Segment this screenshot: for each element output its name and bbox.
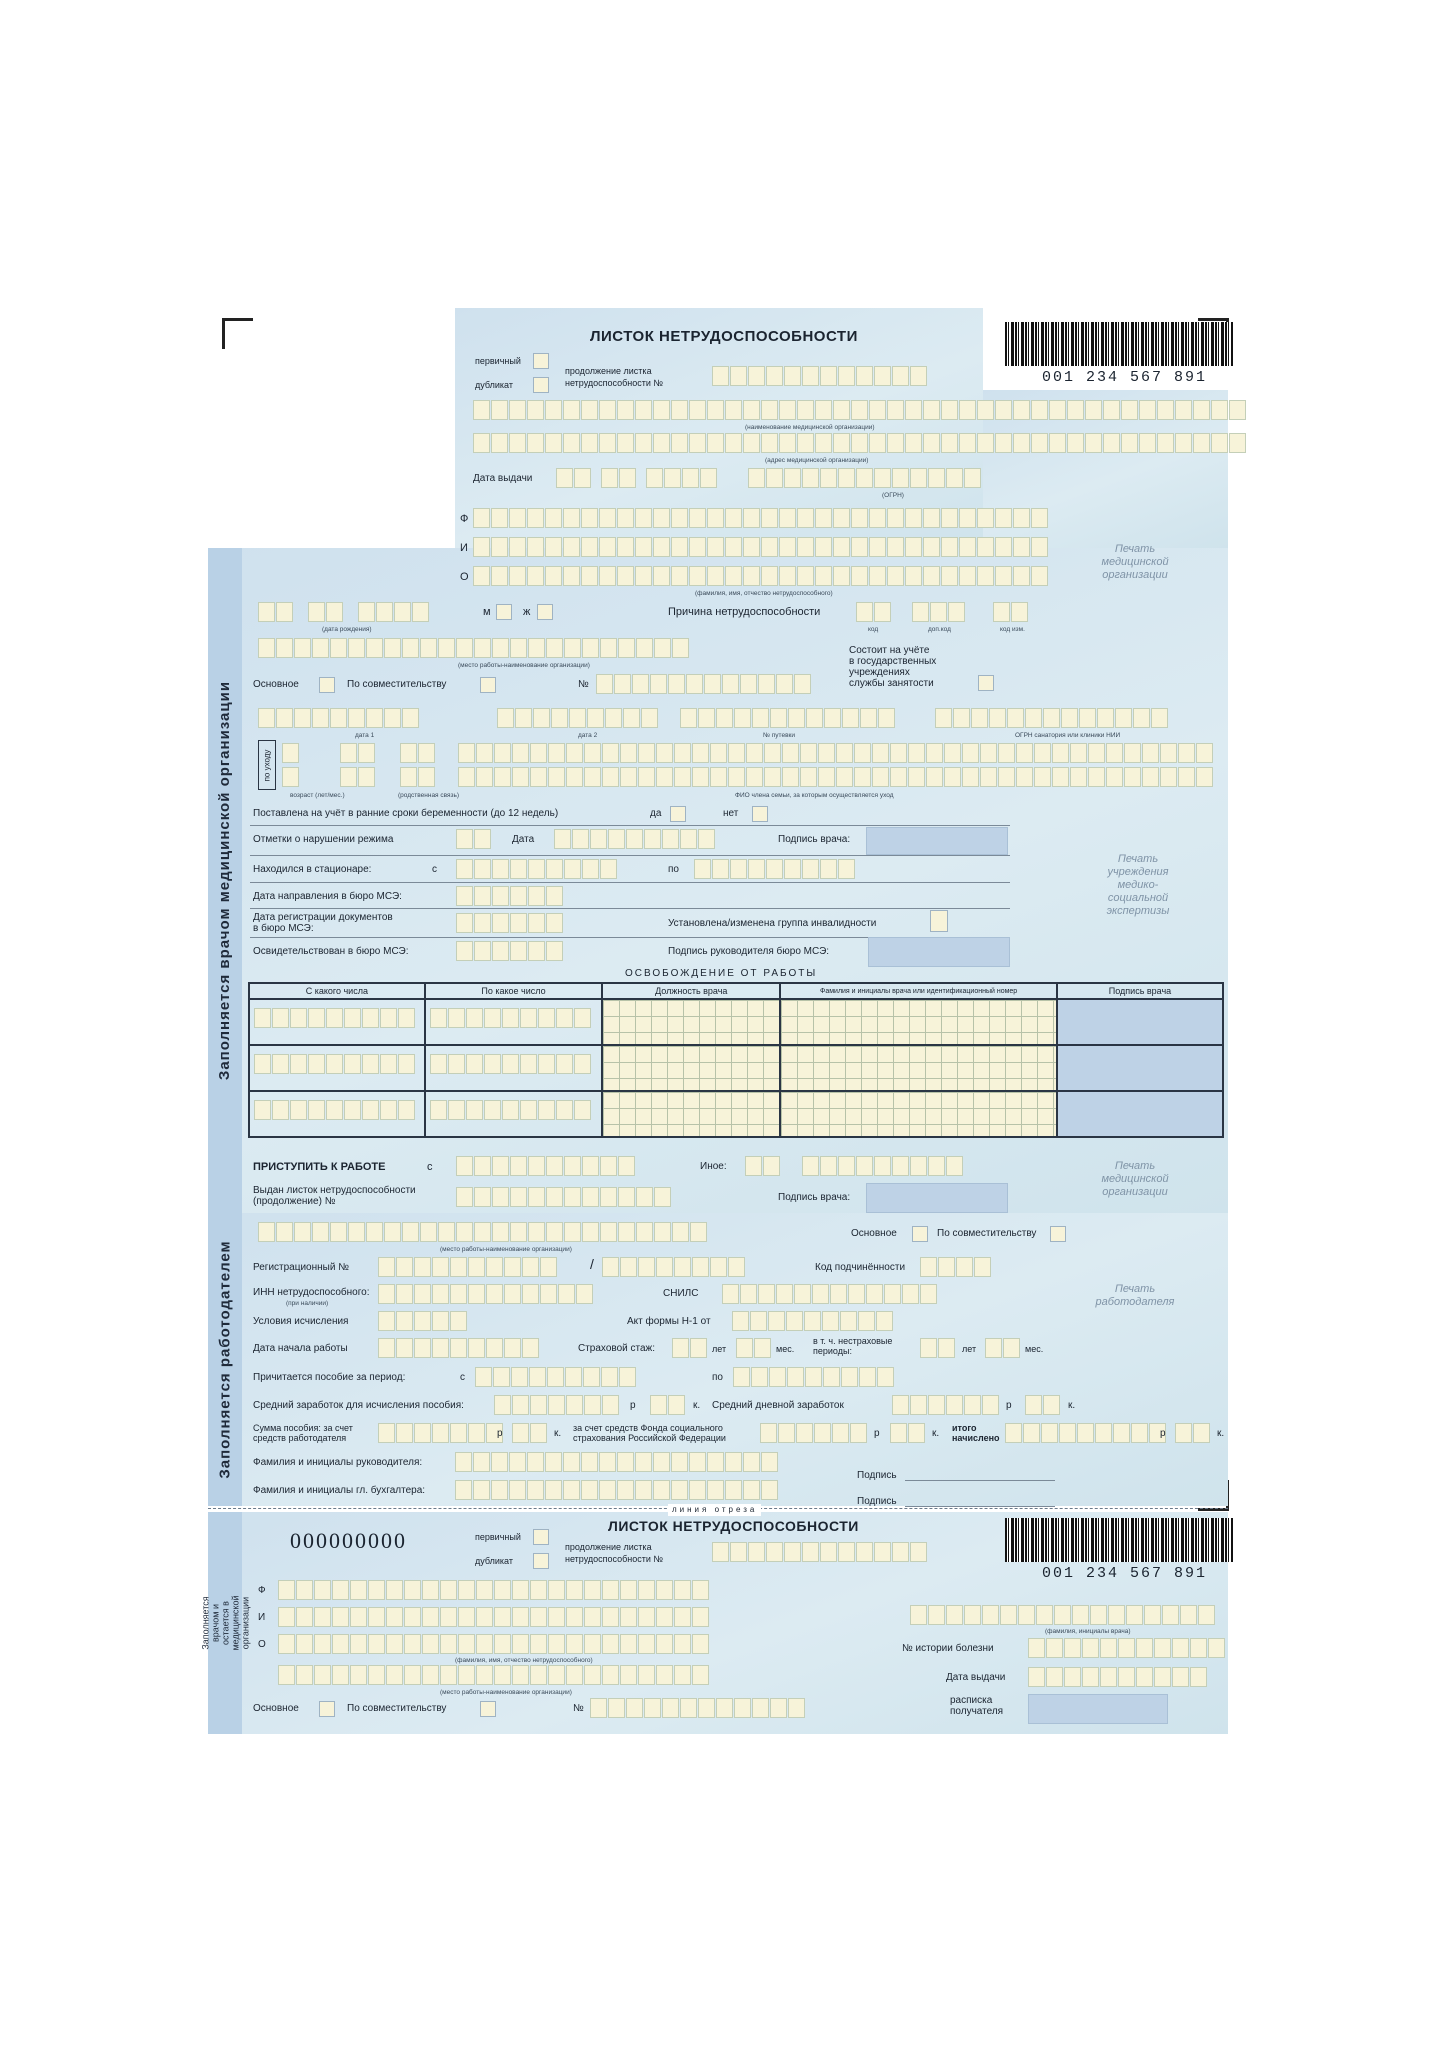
name-cells[interactable]	[473, 537, 1049, 557]
main-job-label: Основное	[253, 679, 299, 690]
pregnancy-no-label: нет	[723, 808, 739, 819]
cut-line-label: линия отреза	[668, 1504, 761, 1516]
birth-month[interactable]	[308, 602, 344, 622]
care-months-cells-2[interactable]	[340, 767, 376, 787]
stub-fio-caption: (фамилия, имя, отчество нетрудоспособного)	[455, 1657, 593, 1664]
mse-referral-label: Дата направления в бюро МСЭ:	[253, 891, 402, 902]
gender-m-checkbox[interactable]	[496, 604, 512, 620]
violation-code-cells[interactable]	[456, 829, 492, 849]
return-to-work-label: ПРИСТУПИТЬ К РАБОТЕ	[253, 1161, 386, 1173]
duplicate-checkbox[interactable]	[533, 377, 549, 393]
workplace-cells[interactable]	[258, 638, 690, 658]
stub-main-job-checkbox[interactable]	[319, 1701, 335, 1717]
release-col-to: По какое число	[425, 983, 603, 999]
reg-number-slash: /	[590, 1256, 594, 1272]
stub-barcode	[1005, 1518, 1233, 1562]
non-insurance-years-cells[interactable]	[920, 1338, 956, 1358]
release-signature-cell[interactable]	[1057, 1091, 1223, 1137]
care-relation-cells[interactable]	[400, 743, 436, 763]
reg-number-cells-1[interactable]	[378, 1257, 558, 1277]
head-name-cells[interactable]	[455, 1452, 779, 1472]
stub-title: ЛИСТОК НЕТРУДОСПОСОБНОСТИ	[608, 1518, 859, 1534]
divider-4	[250, 908, 1010, 909]
employer-sum-kop: к.	[554, 1428, 562, 1439]
main-job-checkbox[interactable]	[319, 677, 335, 693]
org-address-caption: (адрес медицинской организации)	[765, 457, 869, 464]
benefit-from-cells[interactable]	[475, 1367, 637, 1387]
gender-f-label: ж	[523, 606, 531, 618]
birth-date-caption: (дата рождения)	[322, 626, 372, 633]
stamp-medical-org-2: Печать медицинской организации	[1101, 1160, 1169, 1198]
stub-receipt-label: расписка получателя	[950, 1695, 1004, 1717]
divider-1	[250, 825, 1010, 826]
insurance-years-label: лет	[712, 1344, 727, 1354]
part-time-checkbox[interactable]	[480, 677, 496, 693]
stub-workplace-caption: (место работы-наименование организации)	[440, 1689, 572, 1696]
violation-date-cells[interactable]	[554, 829, 716, 849]
hospital-to-label: по	[668, 864, 679, 875]
avg-daily-label: Средний дневной заработок	[712, 1400, 844, 1411]
avg-earnings-cells[interactable]	[494, 1395, 620, 1415]
head-label: Фамилия и инициалы руководителя:	[253, 1457, 423, 1468]
fss-sum-kop: к.	[932, 1428, 940, 1439]
mse-head-signature-label: Подпись руководителя бюро МСЭ:	[668, 946, 830, 957]
stub-part-time-label: По совместительству	[347, 1703, 447, 1714]
release-from-date-2[interactable]	[254, 1054, 416, 1074]
mse-exam-cells[interactable]	[456, 941, 564, 961]
release-col-position: Должность врача	[602, 983, 780, 999]
stub-receipt-field[interactable]	[1028, 1694, 1168, 1724]
stub-patronymic-cells[interactable]	[278, 1634, 710, 1654]
birth-year[interactable]	[358, 602, 430, 622]
release-doctor-cell[interactable]	[780, 1091, 1057, 1137]
stub-name-label: И	[258, 1612, 266, 1623]
care-family-cells[interactable]	[458, 743, 1214, 763]
subordination-label: Код подчинённости	[815, 1262, 906, 1273]
benefit-from-label: с	[460, 1372, 465, 1383]
part-time-label: По совместительству	[347, 679, 447, 690]
act-date-cells[interactable]	[732, 1311, 894, 1331]
non-insurance-months-cells[interactable]	[985, 1338, 1021, 1358]
issue-date-year[interactable]	[646, 468, 718, 488]
release-to-date-2[interactable]	[430, 1054, 592, 1074]
care-months-cells[interactable]	[340, 743, 376, 763]
org-name-caption: (наименование медицинской организации)	[745, 424, 875, 431]
stamp-mse: Печать учреждения медико- социальной экспертизы	[1106, 853, 1170, 917]
non-insurance-months-label: мес.	[1025, 1344, 1044, 1354]
care-age-cells-2[interactable]	[282, 767, 300, 787]
hospital-from-cells[interactable]	[456, 859, 618, 879]
employer-sum-rub: р	[497, 1428, 503, 1439]
benefit-to-cells[interactable]	[733, 1367, 895, 1387]
employment-registered-label: Состоит на учёте в государственных учреждениях службы занятости	[849, 645, 937, 689]
part-time-number-cells[interactable]	[596, 674, 812, 694]
release-doctor-cell[interactable]	[780, 1045, 1057, 1091]
birth-day[interactable]	[258, 602, 294, 622]
insurance-label: Страховой стаж:	[578, 1343, 655, 1354]
subordination-cells[interactable]	[920, 1257, 992, 1277]
continuation-label: продолжение листка нетрудоспособности №	[565, 366, 664, 388]
release-col-from: С какого числа	[249, 983, 425, 999]
conditions-cells[interactable]	[378, 1311, 468, 1331]
org-address-cells[interactable]	[473, 433, 1247, 453]
stub-number-cells[interactable]	[590, 1698, 806, 1718]
date2-cells[interactable]	[497, 708, 659, 728]
issue-date-label: Дата выдачи	[473, 473, 533, 484]
mse-registration-label: Дата регистрации документов в бюро МСЭ:	[253, 912, 393, 934]
date1-cells[interactable]	[258, 708, 420, 728]
reason-change-code[interactable]	[993, 602, 1029, 622]
reason-code-caption: код	[868, 626, 879, 633]
stub-history-label: № истории болезни	[902, 1643, 994, 1654]
conditions-label: Условия исчисления	[253, 1316, 349, 1327]
stub-serial: 000000000	[290, 1528, 407, 1553]
name-label: И	[460, 542, 468, 554]
employment-registered-checkbox[interactable]	[978, 675, 994, 691]
avg-daily-kop-cells[interactable]	[1025, 1395, 1061, 1415]
reason-label: Причина нетрудоспособности	[668, 606, 821, 618]
other-label: Иное:	[700, 1161, 727, 1172]
stub-surname-cells[interactable]	[278, 1580, 710, 1600]
reason-extra-code[interactable]	[912, 602, 966, 622]
divider-2	[250, 855, 1010, 856]
accountant-signature-label: Подпись	[857, 1496, 897, 1507]
release-from-date-3[interactable]	[254, 1100, 416, 1120]
release-col-doctor: Фамилия и инициалы врача или идентификационный номер	[780, 983, 1057, 999]
employer-sum-label: Сумма пособия: за счет средств работодателя	[253, 1423, 353, 1443]
fss-sum-cells[interactable]	[760, 1423, 868, 1443]
patronymic-cells[interactable]	[473, 566, 1049, 586]
release-signature-cell[interactable]	[1057, 1045, 1223, 1091]
avg-earnings-kop-cells[interactable]	[650, 1395, 686, 1415]
violation-label: Отметки о нарушении режима	[253, 834, 394, 845]
release-to-date-1[interactable]	[430, 1008, 592, 1028]
accountant-signature-line	[905, 1506, 1055, 1507]
date1-caption: дата 1	[355, 732, 375, 739]
stub-duplicate-checkbox[interactable]	[533, 1553, 549, 1569]
insurance-months-label: мес.	[776, 1344, 795, 1354]
release-doctor-cell[interactable]	[780, 999, 1057, 1045]
other-date-cells[interactable]	[802, 1156, 964, 1176]
inn-caption: (при наличии)	[286, 1300, 329, 1307]
other-code-cells[interactable]	[745, 1156, 781, 1176]
stub-main-job-label: Основное	[253, 1703, 299, 1714]
avg-earnings-label: Средний заработок для исчисления пособия:	[253, 1400, 464, 1411]
fss-sum-kop-cells[interactable]	[890, 1423, 926, 1443]
avg-daily-cells[interactable]	[892, 1395, 1000, 1415]
release-to-date-3[interactable]	[430, 1100, 592, 1120]
ogrn-caption: (ОГРН)	[882, 492, 904, 499]
part-time-number-label: №	[578, 679, 589, 690]
start-date-label: Дата начала работы	[253, 1343, 348, 1354]
return-date-cells[interactable]	[456, 1156, 636, 1176]
date2-caption: дата 2	[578, 732, 598, 739]
hospital-label: Находился в стационаре:	[253, 864, 372, 875]
employer-workplace-cells[interactable]	[258, 1222, 708, 1242]
start-date-cells[interactable]	[378, 1338, 540, 1358]
surname-cells[interactable]	[473, 508, 1049, 528]
stub-issue-date-label: Дата выдачи	[946, 1672, 1006, 1683]
mse-referral-cells[interactable]	[456, 886, 564, 906]
employer-main-job-label: Основное	[851, 1228, 897, 1239]
issued-continuation-cells[interactable]	[456, 1187, 672, 1207]
stub-doctor-caption: (фамилия, инициалы врача)	[1045, 1628, 1131, 1635]
release-signature-cell[interactable]	[1057, 999, 1223, 1045]
reg-number-label: Регистрационный №	[253, 1262, 349, 1273]
ogrn-sanatorium-cells[interactable]	[935, 708, 1169, 728]
violation-date-label: Дата	[512, 834, 535, 845]
side-band-stub: Заполняется врачом и остается в медицинской организации	[208, 1512, 242, 1734]
care-label: по уходу	[262, 749, 272, 781]
insurance-years-cells[interactable]	[672, 1338, 708, 1358]
stub-patronymic-label: О	[258, 1639, 266, 1650]
stamp-employer: Печать работодателя	[1095, 1283, 1175, 1308]
stub-surname-label: Ф	[258, 1585, 266, 1596]
non-insurance-years-label: лет	[962, 1344, 977, 1354]
care-relation-caption: (родственная связь)	[398, 792, 460, 799]
insurance-months-cells[interactable]	[736, 1338, 772, 1358]
mse-registration-cells[interactable]	[456, 913, 564, 933]
stub-primary-label: первичный	[475, 1532, 521, 1542]
voucher-caption: № путевки	[763, 732, 795, 739]
employer-sum-kop-cells[interactable]	[512, 1423, 548, 1443]
divider-3	[250, 882, 1010, 883]
patronymic-label: О	[460, 571, 469, 583]
ogrn-cells[interactable]	[748, 468, 982, 488]
benefit-to-label: по	[712, 1372, 723, 1383]
crop-mark-top-left	[222, 318, 253, 349]
mse-head-signature-field[interactable]	[868, 937, 1010, 967]
head-signature-label: Подпись	[857, 1470, 897, 1481]
fss-sum-label: за счет средств Фонда социального страхования Российской Федерации	[573, 1423, 726, 1443]
accountant-label: Фамилия и инициалы гл. бухгалтера:	[253, 1485, 426, 1496]
stub-workplace-cells[interactable]	[278, 1665, 710, 1685]
issued-continuation-label: Выдан листок нетрудоспособности (продолжение) №	[253, 1185, 416, 1207]
reason-code[interactable]	[856, 602, 892, 622]
care-age-cells[interactable]	[282, 743, 300, 763]
care-label-box	[258, 740, 276, 790]
care-relation-cells-2[interactable]	[400, 767, 436, 787]
total-rub: р	[1160, 1428, 1166, 1439]
stub-doctor-cells[interactable]	[910, 1605, 1216, 1625]
avg-earnings-rub: р	[630, 1400, 636, 1411]
hospital-from-label: с	[432, 864, 437, 875]
return-from-label: с	[427, 1161, 433, 1173]
barcode-number: 001 234 567 891	[1042, 369, 1208, 386]
reason-change-caption: код изм.	[1000, 626, 1025, 633]
continuation-number-cells[interactable]	[712, 366, 928, 386]
gender-m-label: м	[483, 606, 491, 618]
return-signature-label: Подпись врача:	[778, 1192, 851, 1203]
hospital-to-cells[interactable]	[694, 859, 856, 879]
employer-main-job-checkbox[interactable]	[912, 1226, 928, 1242]
snils-cells[interactable]	[722, 1284, 938, 1304]
stub-history-cells[interactable]	[1028, 1638, 1226, 1658]
stub-number-label: №	[573, 1703, 584, 1714]
care-family-cells-2[interactable]	[458, 767, 1214, 787]
disability-group-label: Установлена/изменена группа инвалидности	[668, 918, 877, 929]
stub-duplicate-label: дубликат	[475, 1556, 513, 1566]
release-col-signature: Подпись врача	[1057, 983, 1223, 999]
employer-part-time-label: По совместительству	[937, 1228, 1037, 1239]
employer-part-time-checkbox[interactable]	[1050, 1226, 1066, 1242]
org-name-cells[interactable]	[473, 400, 1247, 420]
stub-continuation-cells[interactable]	[712, 1542, 928, 1562]
snils-label: СНИЛС	[663, 1288, 699, 1299]
total-cells[interactable]	[1005, 1423, 1167, 1443]
stub-name-cells[interactable]	[278, 1607, 710, 1627]
pregnancy-yes-label: да	[650, 808, 662, 819]
total-label: итого начислено	[952, 1423, 1000, 1443]
disability-group-checkbox[interactable]	[930, 910, 948, 932]
stub-issue-date-cells[interactable]	[1028, 1667, 1208, 1687]
release-from-date-1[interactable]	[254, 1008, 416, 1028]
employer-workplace-caption: (место работы-наименование организации)	[440, 1246, 572, 1253]
avg-daily-rub: р	[1006, 1400, 1012, 1411]
violation-signature-field[interactable]	[866, 827, 1008, 855]
pregnancy-yes-checkbox[interactable]	[670, 806, 686, 822]
side-band-doctor: Заполняется врачом медицинской организации	[208, 548, 242, 1213]
total-kop-cells[interactable]	[1175, 1423, 1211, 1443]
fss-sum-rub: р	[874, 1428, 880, 1439]
release-position-cell[interactable]	[602, 1045, 780, 1091]
inn-label: ИНН нетрудоспособного:	[253, 1287, 370, 1298]
accountant-name-cells[interactable]	[455, 1480, 779, 1500]
gender-f-checkbox[interactable]	[537, 604, 553, 620]
duplicate-label: дубликат	[475, 380, 513, 390]
barcode	[1005, 322, 1233, 366]
voucher-cells[interactable]	[680, 708, 896, 728]
stub-primary-checkbox[interactable]	[533, 1529, 549, 1545]
reg-number-cells-2[interactable]	[602, 1257, 746, 1277]
care-family-caption: ФИО члена семьи, за которым осуществляется уход	[735, 792, 894, 799]
return-signature-field[interactable]	[866, 1183, 1008, 1213]
release-title: ОСВОБОЖДЕНИЕ ОТ РАБОТЫ	[625, 968, 818, 979]
primary-label: первичный	[475, 356, 521, 366]
head-signature-line	[905, 1480, 1055, 1481]
act-label: Акт формы Н-1 от	[627, 1316, 711, 1327]
employer-sum-cells[interactable]	[378, 1423, 504, 1443]
surname-label: Ф	[460, 513, 469, 525]
pregnancy-no-checkbox[interactable]	[752, 806, 768, 822]
care-age-caption: возраст (лет/мес.)	[290, 792, 345, 799]
reason-extra-caption: доп.код	[928, 626, 951, 633]
side-band-employer: Заполняется работодателем	[208, 1213, 242, 1506]
inn-cells[interactable]	[378, 1284, 594, 1304]
stub-barcode-number: 001 234 567 891	[1042, 1565, 1208, 1582]
release-position-cell[interactable]	[602, 999, 780, 1045]
form-title: ЛИСТОК НЕТРУДОСПОСОБНОСТИ	[590, 328, 858, 345]
non-insurance-label: в т. ч. нестраховые периоды:	[813, 1336, 893, 1356]
ogrn-sanatorium-caption: ОГРН санатория или клиники НИИ	[1015, 732, 1121, 739]
avg-earnings-kop: к.	[693, 1400, 701, 1411]
stamp-medical-org: Печать медицинской организации	[1101, 543, 1169, 581]
pregnancy-label: Поставлена на учёт в ранние сроки беременности (до 12 недель)	[253, 808, 559, 819]
benefit-period-label: Причитается пособие за период:	[253, 1372, 406, 1383]
fio-caption: (фамилия, имя, отчество нетрудоспособного)	[695, 590, 833, 597]
issue-date-month[interactable]	[601, 468, 637, 488]
primary-checkbox[interactable]	[533, 353, 549, 369]
workplace-caption: (место работы-наименование организации)	[458, 662, 590, 669]
issue-date-day[interactable]	[556, 468, 592, 488]
stub-part-time-checkbox[interactable]	[480, 1701, 496, 1717]
total-kop: к.	[1217, 1428, 1225, 1439]
violation-signature-label: Подпись врача:	[778, 834, 851, 845]
stub-continuation-label: продолжение листка нетрудоспособности №	[565, 1542, 664, 1564]
mse-exam-label: Освидетельствован в бюро МСЭ:	[253, 946, 409, 957]
avg-daily-kop: к.	[1068, 1400, 1076, 1411]
release-position-cell[interactable]	[602, 1091, 780, 1137]
